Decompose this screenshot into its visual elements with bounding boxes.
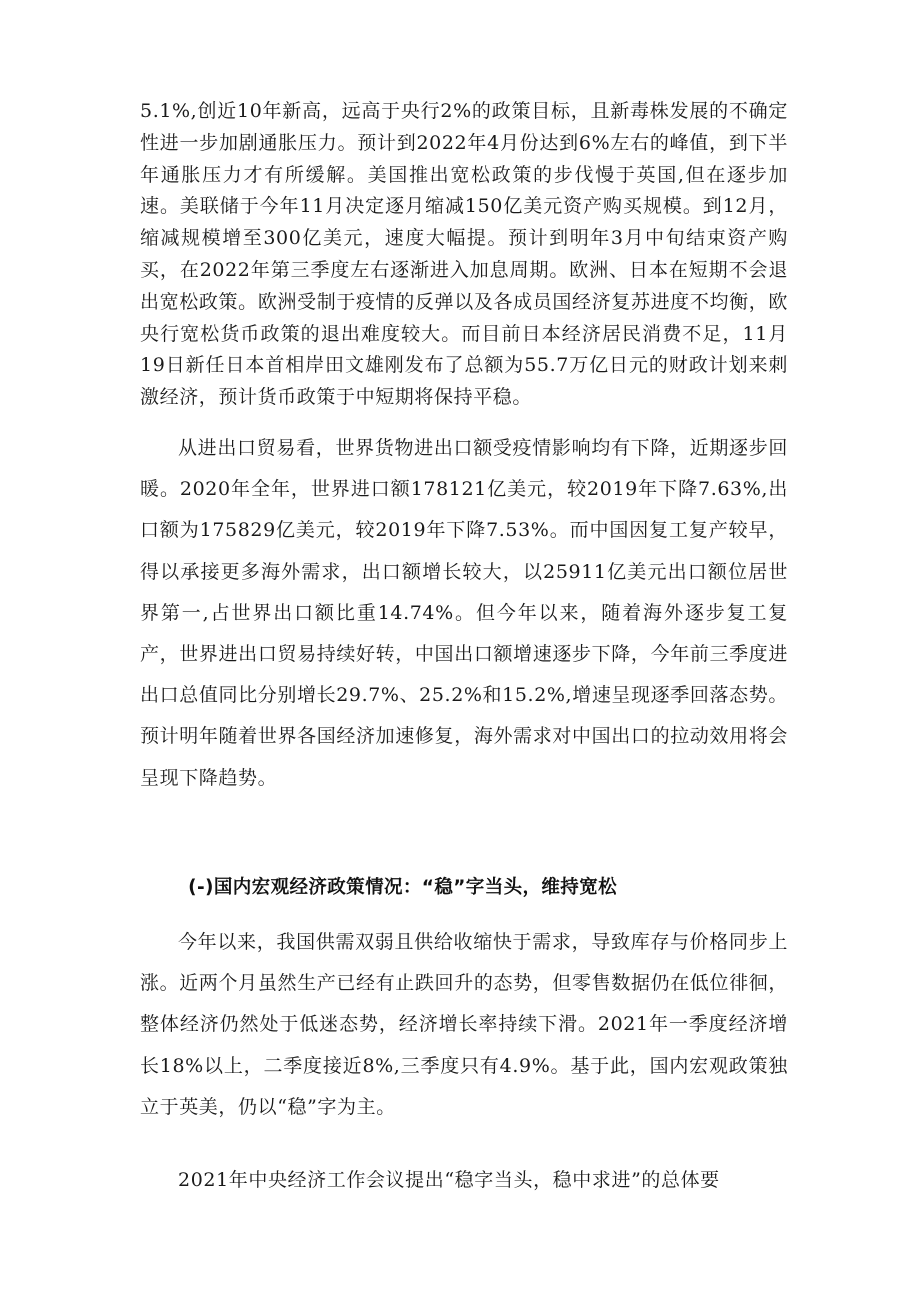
paragraph-inflation-monetary-policy: 5.1%,创近10年新高，远高于央行2%的政策目标，且新毒株发展的不确定性进一步加剧通胀压力。预计到2022年4月份达到6%左右的峰值，到下半年通胀压力才有所缓解。美国推出宽松政策的步伐慢于英国,但在逐步加速。美联储于今年11月决定逐月缩减150亿美元资产购买规模。到12月，缩减规模增至300亿美元，速度大幅提。预计到明年3月中旬结束资产购买，在2022年第三季度左右逐渐进入加息周期。欧洲、日本在短期不会退出宽松政策。欧洲受制于疫情的反弹以及各成员国经济复苏进度不均衡，欧央行宽松货币政策的退出难度较大。而目前日本经济居民消费不足，11月19日新任日本首相岸田文雄刚发布了总额为55.7万亿日元的财政计划来刺激经济，预计货币政策于中短期将保持平稳。 [140, 100, 788, 409]
paragraph-central-economic-conference: 2021年中央经济工作会议提出“稳字当头，稳中求进”的总体要 [178, 1169, 720, 1191]
paragraph-domestic-economy: 今年以来，我国供需双弱且供给收缩快于需求，导致库存与价格同步上涨。近两个月虽然生产已经有止跌回升的态势，但零售数据仍在低位徘徊，整体经济仍然处于低迷态势，经济增长率持续下滑。2021年一季度经济增长18%以上，二季度接近8%,三季度只有4.9%。基于此，国内宏观政策独立于英美，仍以“稳”字为主。 [140, 931, 788, 1118]
paragraph-trade: 从进出口贸易看，世界货物进出口额受疫情影响均有下降，近期逐步回暖。2020年全年，世界进口额178121亿美元，较2019年下降7.63%,出口额为175829亿美元，较2019年下降7.53%。而中国因复工复产较早，得以承接更多海外需求，出口额增长较大，以25911亿美元出口额位居世界第一,占世界出口额比重14.74%。但今年以来，随着海外逐步复工复产，世界进出口贸易持续好转，中国出口额增速逐步下降，今年前三季度进出口总值同比分别增长29.7%、25.2%和15.2%,增速呈现逐季回落态势。预计明年随着世界各国经济加速修复，海外需求对中国出口的拉动效用将会呈现下降趋势。 [140, 437, 788, 789]
section-heading-domestic-policy: (-)国内宏观经济政策情况：“稳”字当头，维持宽松 [188, 877, 618, 898]
